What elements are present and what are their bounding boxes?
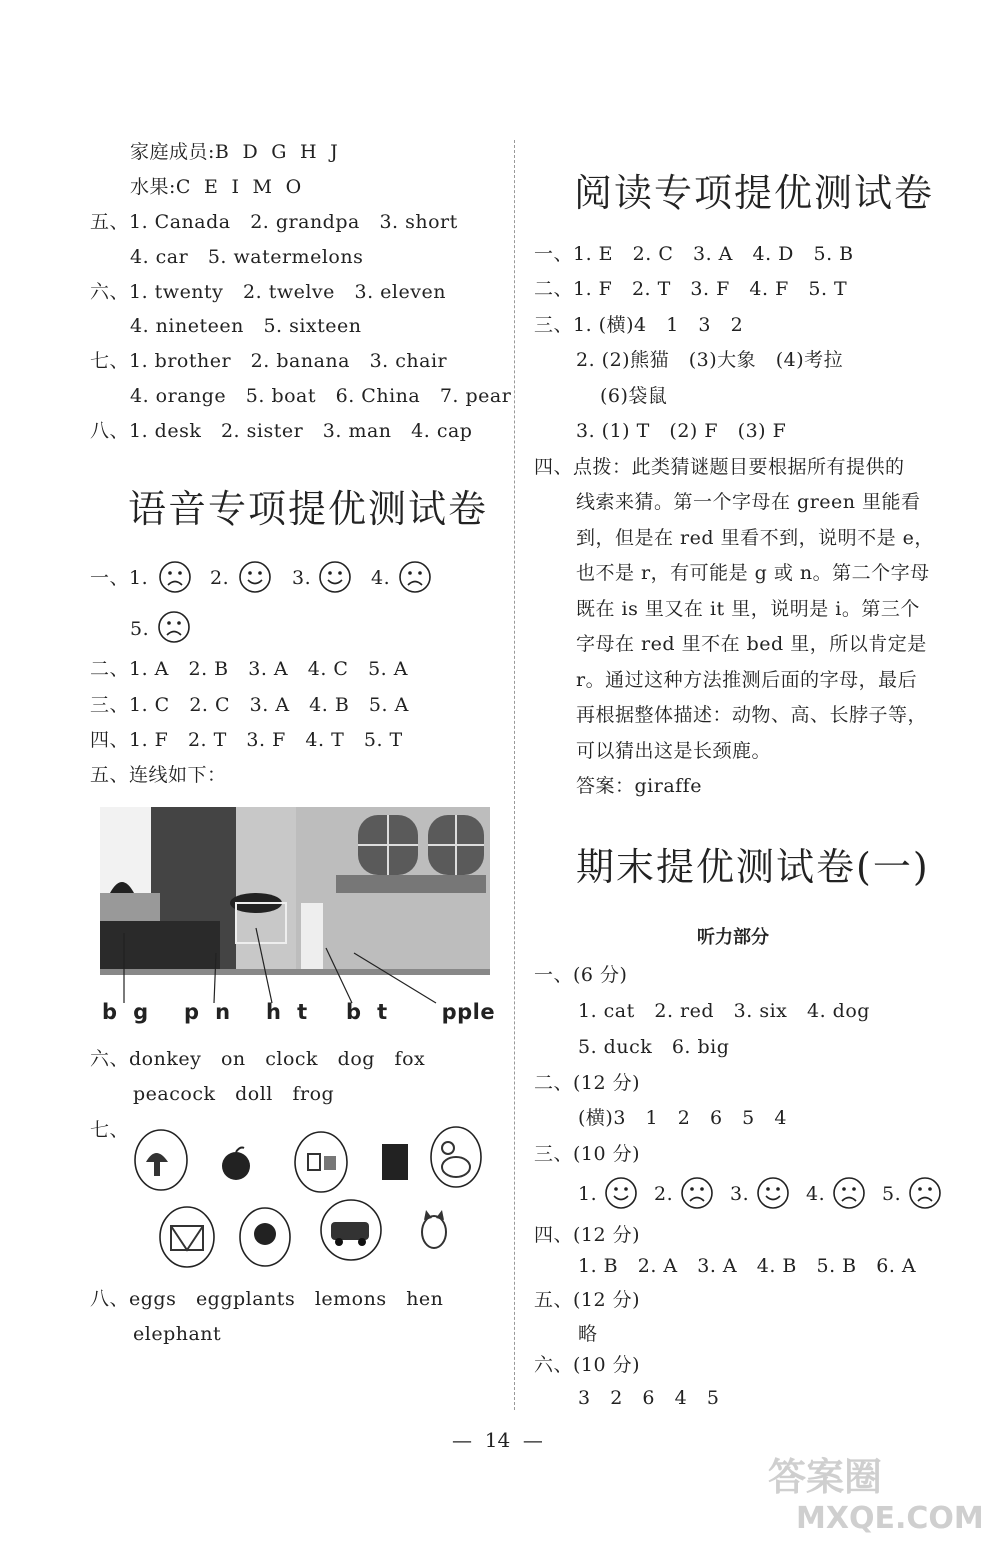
phonics-word: b g: [102, 1000, 149, 1024]
explanation-line: 四、点拨：此类猜谜题目要根据所有提供的: [534, 456, 905, 478]
answer-line: 六、1. twenty 2. twelve 3. eleven: [90, 281, 446, 303]
answer-line: (6)袋鼠: [600, 385, 668, 407]
explanation-line: 到，但是在 red 里看不到，说明不是 e，: [576, 527, 934, 549]
answer-line: 4. orange 5. boat 6. China 7. pear: [130, 385, 512, 407]
answer-line: 三、1. C 2. C 3. A 4. B 5. A: [90, 694, 409, 716]
sad-face-icon: [908, 1176, 942, 1210]
answer-line: 3 2 6 4 5: [578, 1387, 720, 1409]
explanation-line: 再根据整体描述：动物、高、长脖子等，: [576, 704, 928, 726]
section-title-final-exam: 期末提优测试卷(一): [576, 845, 930, 889]
explanation-line: 既在 is 里又在 it 里，说明是 i。第三个: [576, 598, 920, 620]
answer-label: 1.: [578, 1183, 598, 1205]
answer-line: 5. duck 6. big: [578, 1036, 730, 1058]
explanation-line: 字母在 red 里不在 bed 里，所以肯定是: [576, 633, 927, 655]
answer-line: 3. (1) T (2) F (3) F: [576, 420, 787, 442]
answer-label: 七、: [90, 1119, 130, 1141]
happy-face-icon: [238, 560, 272, 594]
sad-face-icon: [832, 1176, 866, 1210]
answer-line: 1. B 2. A 3. A 4. B 5. B 6. A: [578, 1255, 917, 1277]
family-members-line: 家庭成员:B D G H J: [130, 141, 339, 163]
phonics-word: h t: [266, 1000, 308, 1024]
answer-line: 五、1. Canada 2. grandpa 3. short: [90, 211, 458, 233]
sad-face-icon: [158, 560, 192, 594]
answer-line: 4. car 5. watermelons: [130, 246, 364, 268]
phonics-word: pple: [426, 1000, 496, 1024]
watermark-text: 答案圈: [768, 1455, 883, 1499]
answer-line: 五、连线如下：: [90, 764, 227, 786]
answer-line: 1. cat 2. red 3. six 4. dog: [578, 1000, 870, 1022]
answer-label: 3.: [292, 567, 312, 589]
answer-label: 一、1.: [90, 567, 149, 589]
answer-line: 答案：giraffe: [576, 775, 702, 797]
circled-pictures: [126, 1122, 496, 1292]
answer-label: 2.: [654, 1183, 674, 1205]
answer-line: 六、donkey on clock dog fox: [90, 1048, 426, 1070]
happy-face-icon: [318, 560, 352, 594]
site-watermark-logo: [738, 1446, 988, 1536]
answer-line: 三、1. (横)4 1 3 2: [534, 314, 744, 336]
section-title-phonics: 语音专项提优测试卷: [128, 487, 489, 531]
explanation-line: 线索来猜。第一个字母在 green 里能看: [576, 491, 921, 513]
answer-line: 一、1. E 2. C 3. A 4. D 5. B: [534, 243, 854, 265]
sad-face-icon: [157, 610, 191, 644]
happy-face-icon: [756, 1176, 790, 1210]
answer-line: elephant: [133, 1323, 222, 1345]
answer-line: peacock doll frog: [133, 1083, 335, 1105]
explanation-line: r。通过这种方法推测后面的字母，最后: [576, 669, 918, 691]
answer-line: 八、1. desk 2. sister 3. man 4. cap: [90, 420, 473, 442]
question-header: 三、(10 分): [534, 1143, 641, 1165]
answer-line: 八、eggs eggplants lemons hen: [90, 1288, 444, 1310]
question-header: 一、(6 分): [534, 964, 628, 986]
answer-label: 4.: [371, 567, 391, 589]
watermark-text: MXQE.COM: [796, 1501, 984, 1536]
explanation-line: 也不是 r，有可能是 g 或 n。第二个字母: [576, 562, 930, 584]
column-divider: [514, 140, 515, 1410]
answer-label: 3.: [730, 1183, 750, 1205]
answer-label: 4.: [806, 1183, 826, 1205]
phonics-word: p n: [184, 1000, 231, 1024]
answer-line: 二、1. F 2. T 3. F 4. F 5. T: [534, 278, 848, 300]
answer-line: 略: [578, 1323, 598, 1345]
answer-label: 5.: [882, 1183, 902, 1205]
answer-line: 4. nineteen 5. sixteen: [130, 315, 362, 337]
answer-line: (横)3 1 2 6 5 4: [578, 1107, 787, 1129]
question-header: 五、(12 分): [534, 1289, 641, 1311]
happy-face-icon: [604, 1176, 638, 1210]
listening-subtitle: 听力部分: [697, 927, 769, 948]
phonics-word: b t: [346, 1000, 388, 1024]
sad-face-icon: [398, 560, 432, 594]
answer-line: 2. (2)熊猫 (3)大象 (4)考拉: [576, 349, 844, 371]
answer-line: 四、1. F 2. T 3. F 4. T 5. T: [90, 729, 403, 751]
question-header: 四、(12 分): [534, 1224, 641, 1246]
explanation-line: 可以猜出这是长颈鹿。: [576, 740, 772, 762]
answer-line: 七、1. brother 2. banana 3. chair: [90, 350, 448, 372]
answer-label: 2.: [210, 567, 230, 589]
fruits-line: 水果:C E I M O: [130, 176, 302, 198]
sad-face-icon: [680, 1176, 714, 1210]
answer-line: 二、1. A 2. B 3. A 4. C 5. A: [90, 658, 408, 680]
question-header: 六、(10 分): [534, 1354, 641, 1376]
question-header: 二、(12 分): [534, 1072, 641, 1094]
page-number: — 14 —: [452, 1428, 543, 1452]
room-scene-image: [96, 803, 496, 1033]
answer-label: 5.: [130, 618, 150, 640]
section-title-reading: 阅读专项提优测试卷: [574, 171, 935, 215]
